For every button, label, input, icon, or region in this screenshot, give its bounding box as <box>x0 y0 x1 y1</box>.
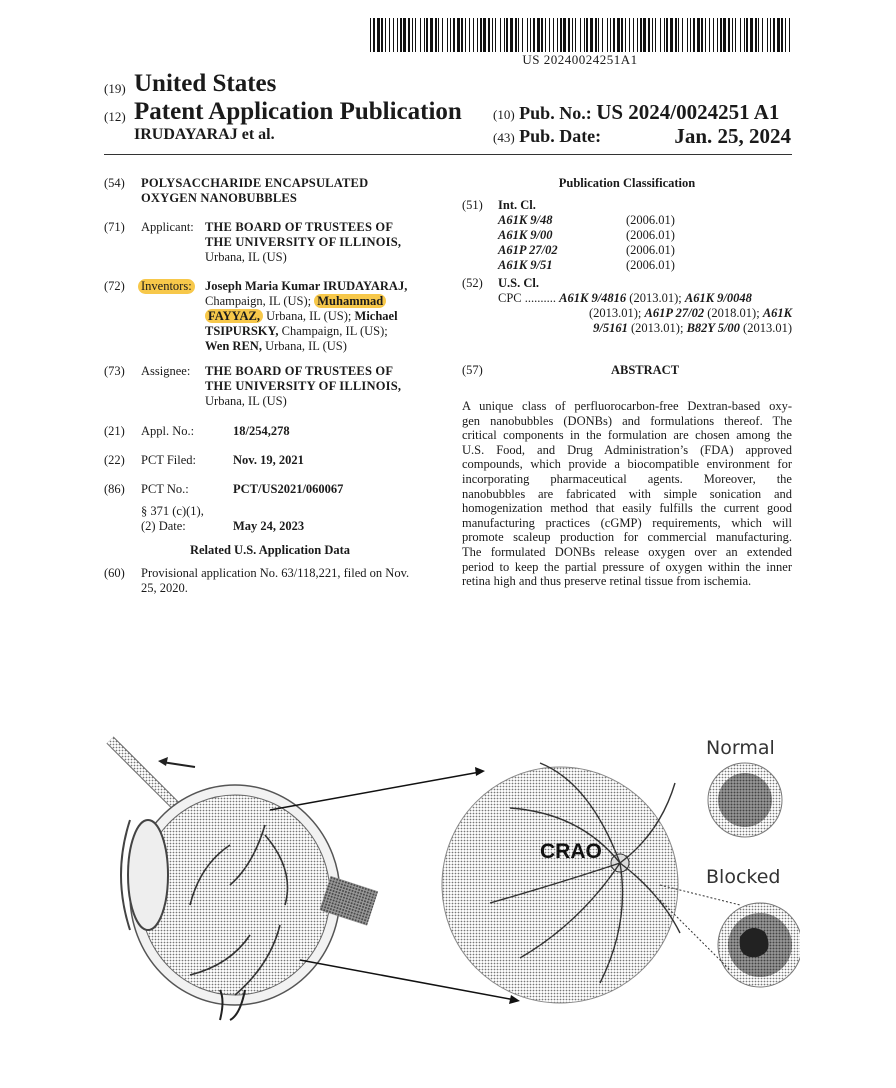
blocked-vessel <box>718 903 800 987</box>
inventor-2-name-b: FAYYAZ, <box>205 309 263 323</box>
int-cl-row: A61K 9/51 (2006.01) <box>498 258 675 272</box>
inventor-2-name-a: Muhammad <box>314 294 386 308</box>
barcode-bar <box>648 18 650 52</box>
barcode-bar <box>728 18 730 52</box>
us-cl-field: (52) U.S. Cl. CPC .......... A61K 9/4816 (2013.01); A61K 9/0048 (2013.01); A61P 27/02 (2018.01); A61K 9/5161 (2013.01); B82Y 5/00 (2013.01) <box>462 276 792 335</box>
barcode-bar <box>690 18 691 52</box>
barcode-bar <box>723 18 726 52</box>
abstract-line: critical components in the formulation are chosen among the <box>462 428 792 443</box>
barcode-bar <box>457 18 460 52</box>
barcode-bar <box>541 18 543 52</box>
normal-vessel <box>708 763 782 837</box>
pub-type-code: (12) <box>104 109 126 124</box>
patent-figure <box>100 725 800 1060</box>
barcode-bar <box>705 18 706 52</box>
barcode-bar <box>758 18 759 52</box>
barcode-bar <box>412 18 413 52</box>
barcode-bar <box>549 18 550 52</box>
pub-date: (43) Pub. Date: Jan. 25, 2024 <box>493 124 791 148</box>
barcode-bar <box>557 18 558 52</box>
barcode-bar <box>447 18 448 52</box>
barcode-bar <box>701 18 703 52</box>
abstract-line: The formulated DONBs release oxygen over an extended <box>462 544 792 559</box>
inventors-label: Inventors: <box>138 279 195 294</box>
barcode-bar <box>483 18 486 52</box>
barcode-bar <box>438 18 439 52</box>
barcode-bar <box>424 18 425 52</box>
barcode-bar <box>660 18 661 52</box>
int-cl-field: (51) Int. Cl. A61K 9/48 (2006.01) A61K 9/00 (2006.01) A61P 27/02 (2006.01) A61K 9/51 (2006.01) <box>462 198 792 273</box>
barcode-bar <box>580 18 581 52</box>
barcode-bar <box>613 18 615 52</box>
barcode-bar <box>785 18 786 52</box>
barcode-bar <box>515 18 517 52</box>
barcode-bar <box>560 18 562 52</box>
barcode-bar <box>602 18 603 52</box>
barcode-bar <box>687 18 688 52</box>
abstract-line: period to keep the partial pressure of oxygen within the inner <box>462 559 792 574</box>
barcode-bar <box>553 18 554 52</box>
applicant-label: Applicant: <box>141 220 194 234</box>
barcode-bar <box>510 18 513 52</box>
barcode-bar <box>389 18 390 52</box>
abstract-line: manufacturing practices (cGMP) requirements, which will <box>462 515 792 530</box>
related-heading: Related U.S. Application Data <box>189 543 351 557</box>
barcode-bar <box>640 18 642 52</box>
abstract-line: compounds, which provide a biocompatible environment for <box>462 457 792 472</box>
barcode-bar <box>584 18 585 52</box>
eye-cross-section <box>121 785 378 1020</box>
barcode-bar <box>781 18 783 52</box>
barcode-bar <box>522 18 523 52</box>
barcode-bar <box>762 18 763 52</box>
crao-label: CRAO <box>540 840 602 863</box>
barcode-bar <box>770 18 771 52</box>
int-cl-row: A61K 9/48 (2006.01) <box>498 213 675 227</box>
document-number: US 20240024251A1 <box>522 52 638 67</box>
barcode-bar <box>666 18 668 52</box>
applicant-field: (71) Applicant: THE BOARD OF TRUSTEES OF THE UNIVERSITY OF ILLINOIS, Urbana, IL (US) <box>104 220 402 264</box>
int-cl-row: A61K 9/00 (2006.01) <box>498 228 675 242</box>
barcode-bar <box>530 18 531 52</box>
barcode-bar <box>370 18 371 52</box>
barcode-bar <box>740 18 741 52</box>
retina-fundus <box>442 763 680 1003</box>
barcode-bar <box>568 18 570 52</box>
abstract-line: homogenization method that easily fulfills the current good <box>462 501 792 516</box>
barcode-bar <box>675 18 677 52</box>
abstract-line: U.S. Food, and Drug Administration’s (FDA) approved <box>462 442 792 457</box>
barcode-bar <box>746 18 748 52</box>
barcode-bar <box>767 18 768 52</box>
abstract-line: nanobubbles are fabricated with simple sonication and <box>462 486 792 501</box>
blocked-label: Blocked <box>706 866 781 888</box>
barcode-bar <box>415 18 416 52</box>
barcode-bar <box>709 18 710 52</box>
abstract-heading: ABSTRACT <box>610 363 680 377</box>
barcode-bar <box>488 18 490 52</box>
provisional-field: (60) Provisional application No. 63/118,221, filed on Nov. 25, 2020. <box>104 566 410 595</box>
barcode-bar <box>506 18 508 52</box>
barcode-bar <box>469 18 470 52</box>
barcode-bar <box>598 18 599 52</box>
barcode-bar <box>537 18 540 52</box>
barcode-bar <box>377 18 380 52</box>
barcode-bar <box>789 18 790 52</box>
barcode-bar <box>629 18 630 52</box>
title-line-1: POLYSACCHARIDE ENCAPSULATED <box>141 176 369 190</box>
barcode <box>370 18 790 52</box>
arrow-icon <box>158 757 195 767</box>
header-divider <box>104 154 792 155</box>
barcode-bar <box>590 18 593 52</box>
barcode-bar <box>453 18 455 52</box>
barcode-bar <box>426 18 428 52</box>
barcode-bar <box>545 18 546 52</box>
barcode-bar <box>664 18 665 52</box>
barcode-bar <box>465 18 466 52</box>
barcode-bar <box>572 18 573 52</box>
barcode-bar <box>697 18 700 52</box>
barcode-bar <box>637 18 638 52</box>
barcode-bar <box>381 18 383 52</box>
barcode-bar <box>533 18 535 52</box>
assignee-field: (73) Assignee: THE BOARD OF TRUSTEES OF THE UNIVERSITY OF ILLINOIS, Urbana, IL (US) <box>104 364 402 408</box>
abstract-line: gen nanobubbles (DONBs) and formulations thereof. The <box>462 413 792 428</box>
abstract-line: retina high and thus preserve retinal tissue from ischemia. <box>462 574 752 589</box>
barcode-bar <box>633 18 634 52</box>
barcode-bar <box>473 18 474 52</box>
abstract-heading-row: (57) ABSTRACT <box>462 363 792 378</box>
barcode-bar <box>393 18 394 52</box>
normal-label: Normal <box>706 737 775 759</box>
barcode-bar <box>607 18 608 52</box>
barcode-bar <box>693 18 695 52</box>
barcode-bar <box>527 18 528 52</box>
abstract-line: promote scaleup production for commercial manufacturing. <box>462 530 792 545</box>
barcode-bar <box>504 18 505 52</box>
s371-field: § 371 (c)(1), (2) Date: May 24, 2023 <box>141 504 305 533</box>
barcode-bar <box>430 18 433 52</box>
barcode-bar <box>682 18 683 52</box>
abstract-line: incorporating pharmaceutical agents. Moreover, the <box>462 471 792 486</box>
barcode-bar <box>400 18 402 52</box>
barcode-bar <box>744 18 745 52</box>
int-cl-row: A61P 27/02 (2006.01) <box>498 243 675 257</box>
barcode-bar <box>610 18 611 52</box>
barcode-bar <box>720 18 722 52</box>
barcode-bar <box>403 18 406 52</box>
barcode-bar <box>713 18 714 52</box>
barcode-bar <box>735 18 736 52</box>
barcode-bar <box>777 18 780 52</box>
country-code: (19) <box>104 81 126 96</box>
barcode-bar <box>408 18 410 52</box>
inventor-1-name: Joseph Maria Kumar IRUDAYARAJ, <box>205 279 408 293</box>
publication-type: Patent Application Publication <box>134 98 462 125</box>
authors: IRUDAYARAJ et al. <box>134 126 275 143</box>
barcode-bar <box>732 18 733 52</box>
pub-number: (10) Pub. No.: US 2024/0024251 A1 <box>493 100 780 124</box>
barcode-bar <box>755 18 757 52</box>
abstract-line: A unique class of perfluorocarbon-free Dextran-based oxy- <box>462 399 792 413</box>
title-field: (54) POLYSACCHARIDE ENCAPSULATED OXYGEN NANOBUBBLES <box>104 176 439 206</box>
barcode-bar <box>575 18 576 52</box>
barcode-bar <box>617 18 620 52</box>
barcode-bar <box>670 18 673 52</box>
barcode-bar <box>385 18 386 52</box>
barcode-bar <box>678 18 679 52</box>
barcode-bar <box>621 18 623 52</box>
barcode-bar <box>373 18 375 52</box>
title-line-2: OXYGEN NANOBUBBLES <box>141 191 298 205</box>
barcode-bar <box>518 18 519 52</box>
barcode-bar <box>595 18 597 52</box>
abstract-text <box>462 399 792 589</box>
barcode-bar <box>477 18 478 52</box>
barcode-bar <box>492 18 493 52</box>
barcode-bar <box>655 18 656 52</box>
barcode-bar <box>435 18 437 52</box>
barcode-bar <box>461 18 463 52</box>
barcode-bar <box>652 18 653 52</box>
barcode-bar <box>500 18 501 52</box>
barcode-bar <box>773 18 775 52</box>
barcode-bar <box>420 18 421 52</box>
barcode-bar <box>643 18 646 52</box>
barcode-bar <box>625 18 626 52</box>
classification-heading: Publication Classification <box>558 176 696 190</box>
inventors-field: (72) Inventors: Joseph Maria Kumar IRUDAYARAJ, Champaign, IL (US); Muhammad FAYYAZ, Urbana, IL (US); Michael TSIPURSKY, Champaign, IL (US); Wen REN, Urbana, IL (US) <box>104 279 408 353</box>
barcode-bar <box>480 18 482 52</box>
barcode-bar <box>717 18 718 52</box>
barcode-bar <box>750 18 753 52</box>
country: United States <box>134 70 277 97</box>
barcode-bar <box>442 18 443 52</box>
barcode-bar <box>495 18 496 52</box>
barcode-bar <box>397 18 398 52</box>
barcode-bar <box>563 18 566 52</box>
barcode-bar <box>450 18 451 52</box>
barcode-bar <box>586 18 588 52</box>
